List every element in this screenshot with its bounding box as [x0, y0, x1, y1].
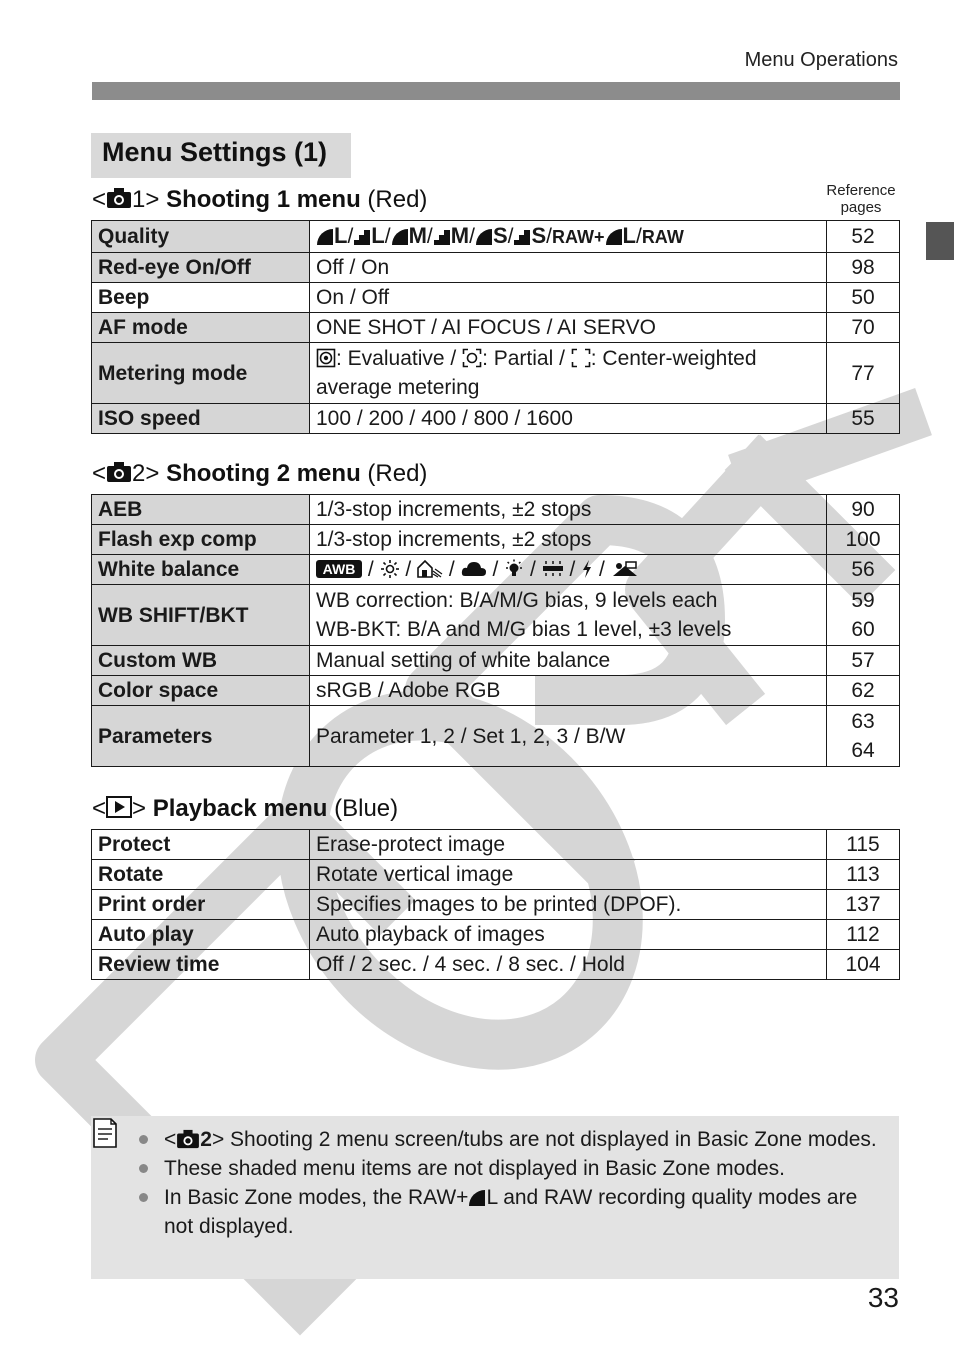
evaluative-metering-icon [316, 348, 336, 368]
table-row [92, 830, 900, 860]
reference-page: 57 [827, 646, 900, 676]
play-icon [106, 796, 132, 818]
menu-item-setting: sRGB / Adobe RGB [310, 676, 827, 706]
menu-item-label: Print order [92, 890, 310, 920]
menu-item-setting: Off / On [310, 253, 827, 283]
menu-item-label: WB SHIFT/BKT [92, 585, 310, 646]
flash-icon [581, 559, 593, 579]
quality-settings: L/ L/ M/ M/ S/ S/RAW+ L/RAW [310, 221, 827, 253]
menu-item-label: Auto play [92, 920, 310, 950]
fluorescent-icon [542, 559, 564, 579]
page-number: 33 [867, 1282, 899, 1313]
awb-icon [316, 559, 362, 579]
section-heading-shooting-1: < 1> Shooting 1 menu (Red) [92, 186, 428, 213]
page-title-box [91, 133, 351, 178]
menu-item-setting: Specifies images to be printed (DPOF). [310, 890, 827, 920]
menu-item-label: AEB [92, 495, 310, 525]
custom-wb-icon [611, 559, 639, 579]
table-row [92, 585, 900, 646]
reference-page: 137 [827, 890, 900, 920]
reference-page: 98 [827, 253, 900, 283]
table-row [92, 495, 900, 525]
reference-page: 59 60 [827, 585, 900, 646]
section-heading-playback: < > Playback menu (Blue) [92, 795, 399, 822]
table-row [92, 283, 900, 313]
menu-item-setting: Erase-protect image [310, 830, 827, 860]
menu-item-setting: Auto playback of images [310, 920, 827, 950]
header-rule [92, 82, 900, 100]
list-item: < 2> Shooting 2 menu screen/tubs are not displayed in Basic Zone modes. [137, 1125, 882, 1154]
notes-list [137, 1125, 882, 1241]
menu-item-label: Metering mode [92, 343, 310, 404]
camera-icon [106, 461, 132, 483]
menu-item-setting: Off / 2 sec. / 4 sec. / 8 sec. / Hold [310, 950, 827, 980]
menu-item-label: Quality [92, 221, 310, 253]
reference-page: 115 [827, 830, 900, 860]
page-title: Menu Settings (1) [102, 137, 328, 167]
reference-page: 63 64 [827, 706, 900, 767]
metering-mode-settings: : Evaluative / : Partial / : Center-weighted average metering [310, 343, 827, 404]
menu-item-label: Flash exp comp [92, 525, 310, 555]
note-icon [91, 1117, 119, 1149]
reference-page: 113 [827, 860, 900, 890]
stair-icon [513, 228, 531, 246]
quarter-circle-icon [391, 228, 409, 246]
list-item: These shaded menu items are not displayed in Basic Zone modes. [137, 1154, 882, 1183]
reference-page: 56 [827, 555, 900, 585]
table-row [92, 404, 900, 434]
stair-icon [433, 228, 451, 246]
daylight-icon [380, 559, 400, 579]
quarter-circle-icon [475, 228, 493, 246]
table-row [92, 221, 900, 253]
stair-icon [353, 228, 371, 246]
menu-item-setting: On / Off [310, 283, 827, 313]
table-row [92, 253, 900, 283]
menu-item-label: Protect [92, 830, 310, 860]
menu-item-label: Color space [92, 676, 310, 706]
playback-menu-table [91, 829, 900, 980]
cloudy-icon [461, 559, 487, 579]
table-row [92, 525, 900, 555]
reference-page: 70 [827, 313, 900, 343]
table-row [92, 950, 900, 980]
chapter-tab [926, 222, 954, 260]
reference-page: 55 [827, 404, 900, 434]
menu-item-label: Rotate [92, 860, 310, 890]
quarter-circle-icon [605, 228, 623, 246]
center-weighted-icon [571, 348, 591, 368]
reference-page: 77 [827, 343, 900, 404]
shooting-1-menu-table [91, 220, 900, 434]
table-row [92, 860, 900, 890]
white-balance-settings: AWB / / / / / / / [310, 555, 827, 585]
shade-icon [417, 559, 443, 579]
menu-item-label: Beep [92, 283, 310, 313]
camera-icon [106, 187, 132, 209]
menu-item-setting: 1/3-stop increments, ±2 stops [310, 525, 827, 555]
reference-page: 90 [827, 495, 900, 525]
svg-text:AWB: AWB [322, 561, 356, 577]
reference-pages-label: Reference pages [826, 182, 896, 216]
table-row [92, 555, 900, 585]
reference-page: 62 [827, 676, 900, 706]
menu-item-setting: Rotate vertical image [310, 860, 827, 890]
table-row [92, 706, 900, 767]
menu-item-setting: 1/3-stop increments, ±2 stops [310, 495, 827, 525]
menu-item-setting: Manual setting of white balance [310, 646, 827, 676]
wb-shift-settings: WB correction: B/A/M/G bias, 9 levels each WB-BKT: B/A and M/G bias 1 level, ±3 levels [310, 585, 827, 646]
table-row [92, 343, 900, 404]
reference-page: 50 [827, 283, 900, 313]
table-row [92, 920, 900, 950]
quarter-circle-icon [468, 1189, 486, 1207]
partial-metering-icon [462, 348, 482, 368]
table-row [92, 313, 900, 343]
table-row [92, 646, 900, 676]
reference-page: 112 [827, 920, 900, 950]
reference-page: 100 [827, 525, 900, 555]
menu-item-label: Custom WB [92, 646, 310, 676]
menu-item-setting: ONE SHOT / AI FOCUS / AI SERVO [310, 313, 827, 343]
reference-page: 52 [827, 221, 900, 253]
quarter-circle-icon [316, 228, 334, 246]
shooting-2-menu-table [91, 494, 900, 767]
table-row [92, 676, 900, 706]
tungsten-icon [504, 559, 524, 579]
menu-item-label: ISO speed [92, 404, 310, 434]
menu-item-label: Review time [92, 950, 310, 980]
list-item: In Basic Zone modes, the RAW+ L and RAW recording quality modes are not displayed. [137, 1183, 882, 1241]
reference-page: 104 [827, 950, 900, 980]
menu-item-setting: 100 / 200 / 400 / 800 / 1600 [310, 404, 827, 434]
menu-item-label: Red-eye On/Off [92, 253, 310, 283]
section-header-label: Menu Operations [744, 49, 898, 71]
menu-item-setting: Parameter 1, 2 / Set 1, 2, 3 / B/W [310, 706, 827, 767]
menu-item-label: White balance [92, 555, 310, 585]
camera-icon [176, 1129, 200, 1149]
section-heading-shooting-2: < 2> Shooting 2 menu (Red) [92, 460, 428, 487]
menu-item-label: Parameters [92, 706, 310, 767]
table-row [92, 890, 900, 920]
menu-item-label: AF mode [92, 313, 310, 343]
